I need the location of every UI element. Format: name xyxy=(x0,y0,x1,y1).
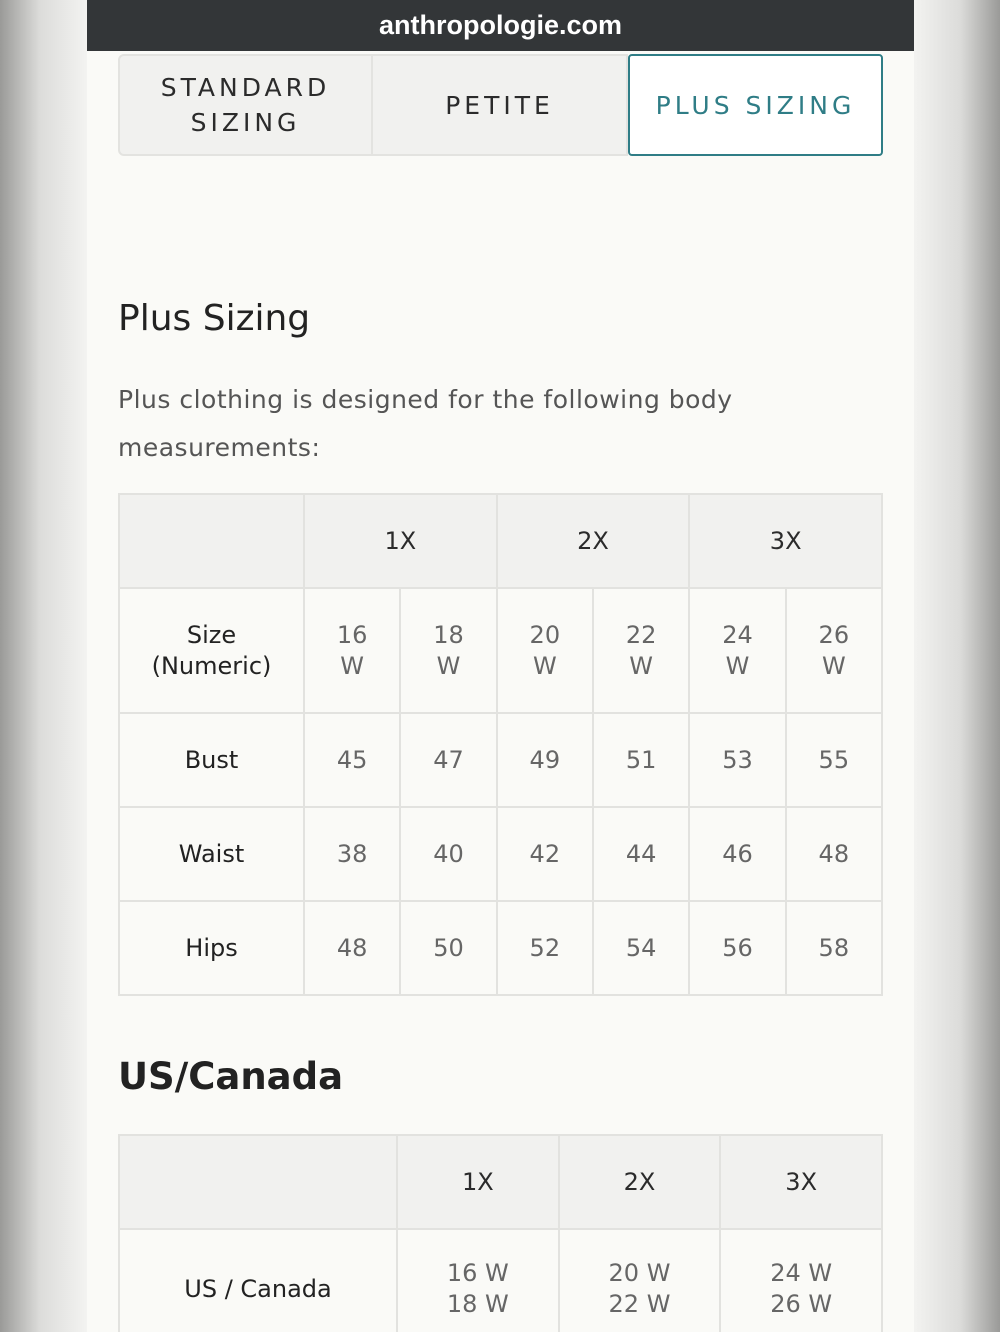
table-row-bust xyxy=(119,713,882,807)
plus-sizing-intro: Plus clothing is designed for the following body measurements: xyxy=(118,385,733,462)
header-group-3x: 3X xyxy=(720,1135,882,1229)
measure-cell: 42 xyxy=(497,807,593,901)
header-group-2x: 2X xyxy=(559,1135,721,1229)
row-label-waist: Waist xyxy=(119,807,304,901)
measure-cell: 58 xyxy=(786,901,882,995)
table-row-size xyxy=(119,588,882,713)
measure-cell: 51 xyxy=(593,713,689,807)
size-cell xyxy=(689,588,785,713)
url-text: anthropologie.com xyxy=(379,10,622,40)
size-unit: W xyxy=(821,651,846,680)
size-unit: W xyxy=(340,651,365,680)
header-empty-cell xyxy=(119,494,304,588)
tab-plus-label: PLUS SIZING xyxy=(655,90,856,120)
tab-standard-line2: SIZING xyxy=(190,108,301,137)
size-label-line1: Size xyxy=(186,620,237,649)
tab-petite-label: PETITE xyxy=(445,90,554,120)
tab-plus-sizing[interactable] xyxy=(628,54,883,156)
us-size-line: 24 W xyxy=(770,1259,833,1287)
size-label-line2: (Numeric) xyxy=(151,651,272,680)
measure-cell: 47 xyxy=(400,713,496,807)
size-num: 22 xyxy=(625,620,657,649)
measure-cell: 44 xyxy=(593,807,689,901)
measure-cell: 38 xyxy=(304,807,400,901)
measure-cell: 40 xyxy=(400,807,496,901)
table-header-row xyxy=(119,494,882,588)
tab-petite[interactable] xyxy=(373,54,628,156)
size-num: 26 xyxy=(818,620,850,649)
measure-cell: 52 xyxy=(497,901,593,995)
page xyxy=(87,0,914,1332)
measure-cell: 55 xyxy=(786,713,882,807)
tab-standard-sizing[interactable] xyxy=(118,54,373,156)
measure-cell: 49 xyxy=(497,713,593,807)
row-label-hips: Hips xyxy=(119,901,304,995)
measure-cell: 48 xyxy=(786,807,882,901)
plus-sizing-heading: Plus Sizing xyxy=(118,298,311,339)
size-unit: W xyxy=(725,651,750,680)
size-num: 24 xyxy=(722,620,753,649)
measure-cell: 46 xyxy=(689,807,785,901)
measure-cell: 50 xyxy=(400,901,496,995)
plus-size-table xyxy=(118,493,883,996)
size-cell xyxy=(786,588,882,713)
size-num: 18 xyxy=(433,620,464,649)
size-cell xyxy=(304,588,400,713)
row-label-bust: Bust xyxy=(119,713,304,807)
us-size-cell xyxy=(559,1229,721,1332)
size-num: 20 xyxy=(529,620,561,649)
size-unit: W xyxy=(532,651,557,680)
us-size-line: 16 W xyxy=(446,1259,509,1287)
measure-cell: 56 xyxy=(689,901,785,995)
header-group-1x: 1X xyxy=(304,494,497,588)
row-label-us-canada: US / Canada xyxy=(119,1229,397,1332)
us-canada-heading: US/Canada xyxy=(118,1055,344,1098)
us-size-line: 20 W xyxy=(608,1259,671,1287)
size-num: 16 xyxy=(336,620,368,649)
row-label-size xyxy=(119,588,304,713)
us-size-cell xyxy=(720,1229,882,1332)
us-canada-table xyxy=(118,1134,883,1332)
table-row-waist xyxy=(119,807,882,901)
size-unit: W xyxy=(436,651,461,680)
header-group-2x: 2X xyxy=(497,494,690,588)
header-empty-cell xyxy=(119,1135,397,1229)
us-size-line: 26 W xyxy=(770,1290,833,1318)
table-row-hips xyxy=(119,901,882,995)
measure-cell: 53 xyxy=(689,713,785,807)
table-header-row xyxy=(119,1135,882,1229)
size-cell xyxy=(593,588,689,713)
header-group-1x: 1X xyxy=(397,1135,559,1229)
size-unit: W xyxy=(629,651,654,680)
size-cell xyxy=(400,588,496,713)
header-group-3x: 3X xyxy=(689,494,882,588)
us-size-line: 22 W xyxy=(608,1290,671,1318)
measure-cell: 48 xyxy=(304,901,400,995)
tab-standard-line1: STANDARD xyxy=(160,73,331,102)
sizing-tabs xyxy=(118,54,883,156)
measure-cell: 45 xyxy=(304,713,400,807)
table-row-us-canada xyxy=(119,1229,882,1332)
us-size-line: 18 W xyxy=(446,1290,509,1318)
url-bar[interactable] xyxy=(87,0,914,51)
us-size-cell xyxy=(397,1229,559,1332)
size-cell xyxy=(497,588,593,713)
measure-cell: 54 xyxy=(593,901,689,995)
